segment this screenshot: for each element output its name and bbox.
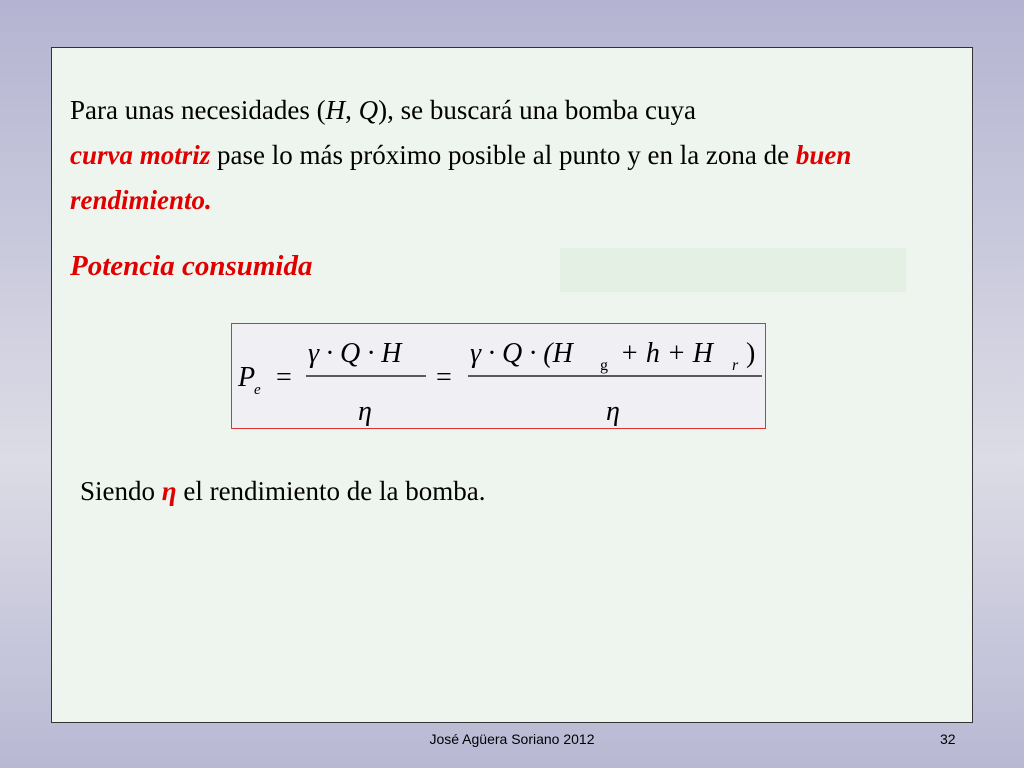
formula-numerator-2b: + h + H <box>620 338 714 369</box>
var-q: Q <box>358 95 379 125</box>
formula-equals-2: = <box>436 362 452 393</box>
formula-denominator-1: η <box>358 396 372 427</box>
power-formula <box>231 323 766 429</box>
buen-rendimiento-term: buen rendimiento. <box>70 140 852 215</box>
intro-paragraph <box>70 88 950 223</box>
highlight-strip <box>560 248 906 292</box>
intro-comma: , <box>345 95 359 125</box>
intro-text-2: ), se buscará una bomba cuya <box>378 95 697 125</box>
formula-numerator-1: γ · Q · H <box>308 338 402 369</box>
intro-text-3: pase lo más próximo posible al punto y en la zona de <box>210 140 796 170</box>
formula-denominator-2: η <box>606 396 620 427</box>
siendo-post: el rendimiento de la bomba. <box>176 476 486 506</box>
formula-e-sub: e <box>254 382 261 398</box>
formula-p: P <box>238 362 256 393</box>
eta-symbol: η <box>161 476 177 506</box>
formula-g-sub: g <box>600 357 608 374</box>
formula-equals-1: = <box>276 362 292 393</box>
var-h: H <box>325 95 346 125</box>
page-number: 32 <box>940 731 956 747</box>
curva-motriz-term: curva motriz <box>70 140 211 170</box>
siendo-sentence <box>80 476 486 507</box>
section-heading: Potencia consumida <box>70 250 313 282</box>
intro-text-1: Para unas necesidades ( <box>70 95 326 125</box>
siendo-pre: Siendo <box>80 476 162 506</box>
formula-r-sub: r <box>732 357 739 374</box>
formula-close-paren: ) <box>746 338 756 369</box>
formula-numerator-2a: γ · Q · (H <box>470 338 573 369</box>
footer-author: José Agüera Soriano 2012 <box>429 731 595 747</box>
